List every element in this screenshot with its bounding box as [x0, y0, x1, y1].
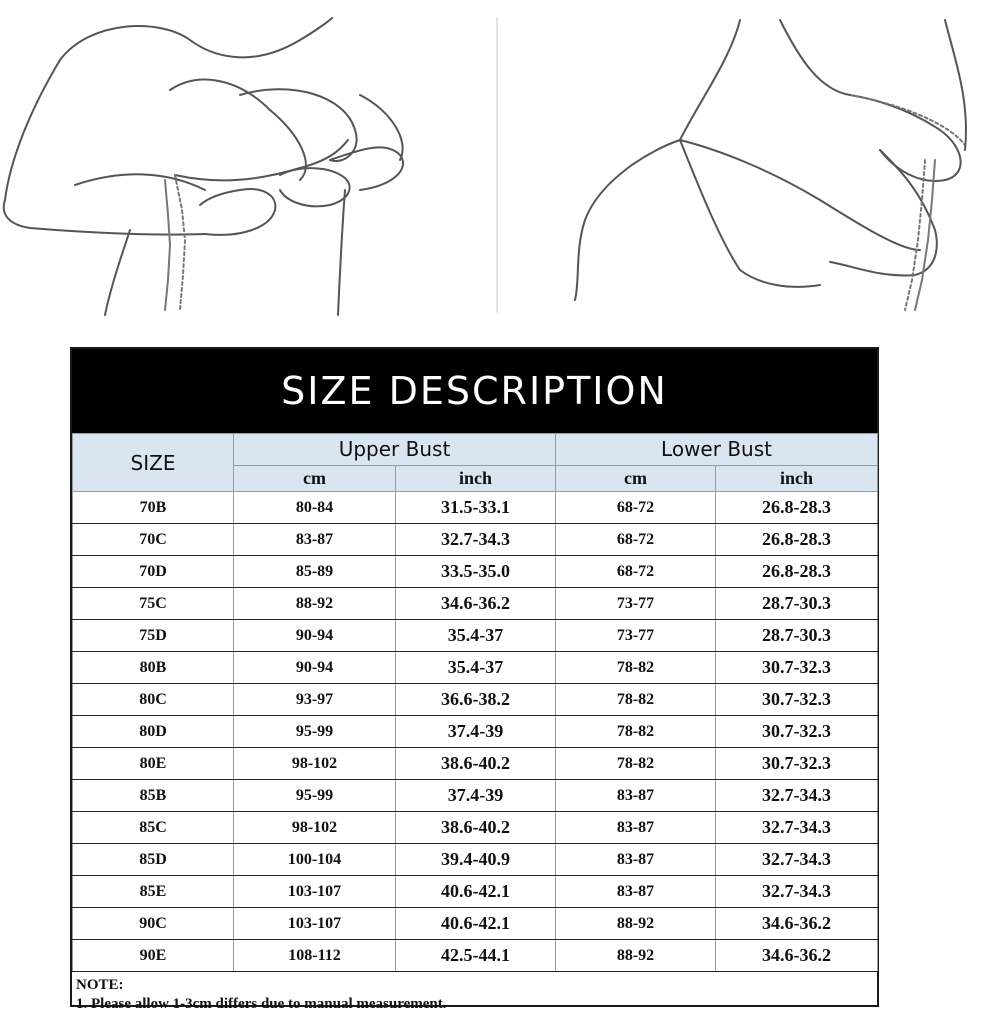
lower-bust-inch-cell: 30.7-32.3 [716, 716, 878, 748]
size-cell: 85E [73, 876, 234, 908]
note-title: NOTE: [76, 977, 124, 993]
upper-bust-inch-cell: 36.6-38.2 [396, 684, 556, 716]
table-row [73, 588, 878, 620]
lower-bust-inch-cell: 30.7-32.3 [716, 748, 878, 780]
size-cell: 75C [73, 588, 234, 620]
table-row [73, 684, 878, 716]
lower-bust-cm-cell: 78-82 [556, 652, 716, 684]
size-cell: 75D [73, 620, 234, 652]
size-cell: 80C [73, 684, 234, 716]
upper-bust-cm-cell: 90-94 [234, 620, 396, 652]
header-upper-inch: inch [396, 465, 556, 491]
lower-bust-inch-cell: 32.7-34.3 [716, 876, 878, 908]
table-row [73, 748, 878, 780]
size-cell: 80E [73, 748, 234, 780]
upper-bust-cm-cell: 95-99 [234, 780, 396, 812]
chart-title: SIZE DESCRIPTION [72, 349, 877, 433]
lower-bust-cm-cell: 78-82 [556, 716, 716, 748]
lower-bust-cm-cell: 88-92 [556, 908, 716, 940]
size-cell: 70C [73, 524, 234, 556]
header-upper-bust: Upper Bust [234, 434, 556, 466]
upper-bust-cm-cell: 80-84 [234, 492, 396, 524]
upper-bust-figure-illustration [4, 18, 403, 315]
lower-bust-cm-cell: 83-87 [556, 876, 716, 908]
header-lower-cm: cm [556, 465, 716, 491]
size-chart [70, 347, 879, 1012]
size-table [72, 433, 878, 972]
size-cell: 85B [73, 780, 234, 812]
upper-bust-cm-cell: 100-104 [234, 844, 396, 876]
lower-bust-inch-cell: 32.7-34.3 [716, 844, 878, 876]
upper-bust-cm-cell: 83-87 [234, 524, 396, 556]
lower-bust-inch-cell: 26.8-28.3 [716, 524, 878, 556]
lower-bust-inch-cell: 28.7-30.3 [716, 620, 878, 652]
upper-bust-cm-cell: 85-89 [234, 556, 396, 588]
lower-bust-cm-cell: 73-77 [556, 620, 716, 652]
upper-bust-cm-cell: 95-99 [234, 716, 396, 748]
lower-bust-cm-cell: 68-72 [556, 556, 716, 588]
size-cell: 90E [73, 940, 234, 972]
measurement-illustration [0, 0, 1000, 330]
lower-bust-cm-cell: 78-82 [556, 684, 716, 716]
upper-bust-cm-cell: 88-92 [234, 588, 396, 620]
table-row [73, 940, 878, 972]
header-upper-cm: cm [234, 465, 396, 491]
upper-bust-inch-cell: 37.4-39 [396, 716, 556, 748]
size-cell: 90C [73, 908, 234, 940]
upper-bust-inch-cell: 35.4-37 [396, 620, 556, 652]
table-row [73, 716, 878, 748]
size-cell: 70D [73, 556, 234, 588]
table-row [73, 492, 878, 524]
size-cell: 80B [73, 652, 234, 684]
upper-bust-cm-cell: 98-102 [234, 748, 396, 780]
upper-bust-cm-cell: 90-94 [234, 652, 396, 684]
lower-bust-inch-cell: 30.7-32.3 [716, 684, 878, 716]
upper-bust-inch-cell: 35.4-37 [396, 652, 556, 684]
upper-bust-cm-cell: 93-97 [234, 684, 396, 716]
lower-bust-inch-cell: 26.8-28.3 [716, 556, 878, 588]
lower-bust-inch-cell: 34.6-36.2 [716, 908, 878, 940]
table-row [73, 556, 878, 588]
upper-bust-inch-cell: 34.6-36.2 [396, 588, 556, 620]
lower-bust-cm-cell: 88-92 [556, 940, 716, 972]
table-row [73, 844, 878, 876]
upper-bust-inch-cell: 40.6-42.1 [396, 908, 556, 940]
table-row [73, 524, 878, 556]
lower-bust-inch-cell: 34.6-36.2 [716, 940, 878, 972]
lower-bust-inch-cell: 26.8-28.3 [716, 492, 878, 524]
upper-bust-inch-cell: 31.5-33.1 [396, 492, 556, 524]
lower-bust-cm-cell: 68-72 [556, 524, 716, 556]
header-lower-inch: inch [716, 465, 878, 491]
lower-bust-inch-cell: 30.7-32.3 [716, 652, 878, 684]
lower-bust-cm-cell: 68-72 [556, 492, 716, 524]
lower-bust-inch-cell: 32.7-34.3 [716, 812, 878, 844]
table-row [73, 780, 878, 812]
lower-bust-cm-cell: 83-87 [556, 844, 716, 876]
lower-bust-cm-cell: 73-77 [556, 588, 716, 620]
upper-bust-inch-cell: 32.7-34.3 [396, 524, 556, 556]
upper-bust-cm-cell: 98-102 [234, 812, 396, 844]
size-cell: 85D [73, 844, 234, 876]
note-line-1: 1. Please allow 1-3cm differs due to manual measurement. [76, 996, 447, 1012]
size-cell: 70B [73, 492, 234, 524]
lower-bust-cm-cell: 83-87 [556, 812, 716, 844]
upper-bust-inch-cell: 37.4-39 [396, 780, 556, 812]
upper-bust-cm-cell: 103-107 [234, 876, 396, 908]
table-row [73, 620, 878, 652]
upper-bust-inch-cell: 33.5-35.0 [396, 556, 556, 588]
table-row [73, 876, 878, 908]
lower-bust-cm-cell: 78-82 [556, 748, 716, 780]
lower-bust-figure-illustration [575, 20, 966, 310]
lower-bust-cm-cell: 83-87 [556, 780, 716, 812]
upper-bust-cm-cell: 103-107 [234, 908, 396, 940]
header-lower-bust: Lower Bust [556, 434, 878, 466]
table-row [73, 812, 878, 844]
upper-bust-cm-cell: 108-112 [234, 940, 396, 972]
upper-bust-inch-cell: 38.6-40.2 [396, 748, 556, 780]
table-row [73, 908, 878, 940]
upper-bust-inch-cell: 38.6-40.2 [396, 812, 556, 844]
size-cell: 80D [73, 716, 234, 748]
upper-bust-inch-cell: 42.5-44.1 [396, 940, 556, 972]
lower-bust-inch-cell: 32.7-34.3 [716, 780, 878, 812]
header-size: SIZE [73, 434, 234, 492]
table-row [73, 652, 878, 684]
upper-bust-inch-cell: 40.6-42.1 [396, 876, 556, 908]
lower-bust-inch-cell: 28.7-30.3 [716, 588, 878, 620]
size-cell: 85C [73, 812, 234, 844]
note-section [72, 972, 877, 1014]
upper-bust-inch-cell: 39.4-40.9 [396, 844, 556, 876]
